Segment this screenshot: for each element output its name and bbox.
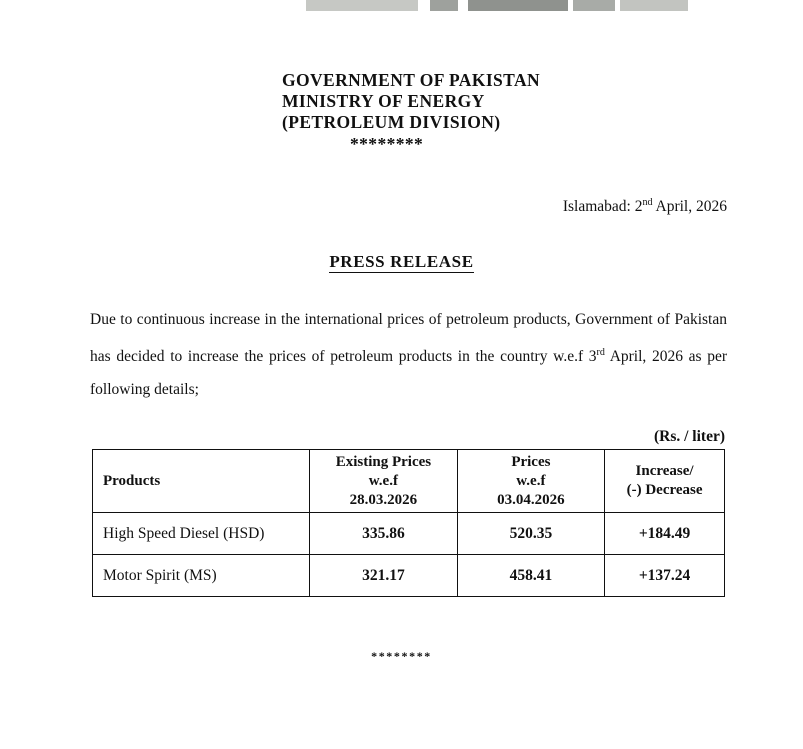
body-paragraph-ordinal: rd [596, 347, 605, 359]
price-table-wrapper [0, 449, 803, 597]
body-paragraph [0, 303, 803, 406]
dateline-prefix: Islamabad: 2 [562, 198, 643, 216]
column-header-existing-line1: Existing Prices [335, 453, 432, 470]
price-table [92, 449, 725, 597]
footer-star-divider: ******** [371, 649, 432, 664]
cell-new-price: 458.41 [457, 555, 605, 597]
dateline [0, 197, 803, 216]
letterhead-line-ministry: MINISTRY OF ENERGY [282, 91, 485, 111]
column-header-existing-line2: w.e.f [368, 472, 398, 489]
cell-change: +137.24 [605, 555, 725, 597]
cell-product-name: Motor Spirit (MS) [93, 555, 310, 597]
body-paragraph-part1: Due to continuous increase in the international prices of petroleum products, Government of Pakistan has decided to increase the prices of petroleum products in the country w.e.f 3 [90, 311, 727, 366]
dateline-suffix: April, 2026 [652, 198, 727, 216]
column-header-new-line3: 03.04.2026 [497, 491, 565, 508]
column-header-products: Products [93, 450, 310, 513]
letterhead-line-division: (PETROLEUM DIVISION) [282, 112, 501, 132]
table-row [93, 555, 725, 597]
cell-existing-price: 335.86 [310, 513, 458, 555]
column-header-existing-prices [310, 450, 458, 513]
column-header-existing-line3: 28.03.2026 [349, 491, 418, 508]
cell-new-price: 520.35 [457, 513, 605, 555]
letterhead-star-divider: ******** [350, 134, 424, 154]
column-header-change-line2: (-) Decrease [626, 482, 703, 499]
column-header-new-line1: Prices [511, 453, 551, 470]
cell-product-name: High Speed Diesel (HSD) [93, 513, 310, 555]
letterhead-line-government: GOVERNMENT OF PAKISTAN [282, 70, 541, 90]
cell-change: +184.49 [605, 513, 725, 555]
column-header-new-prices [457, 450, 605, 513]
table-row [93, 513, 725, 555]
column-header-new-line2: w.e.f [516, 472, 546, 489]
cell-existing-price: 321.17 [310, 555, 458, 597]
column-header-change-line1: Increase/ [635, 463, 694, 480]
page-title-text: PRESS RELEASE [329, 252, 474, 272]
page-title [0, 252, 803, 272]
dateline-ordinal: nd [642, 197, 653, 208]
letterhead [0, 70, 803, 155]
table-header-row [93, 450, 725, 513]
body-paragraph-part2: April, 2026 as per following details; [90, 348, 727, 399]
column-header-change [605, 450, 725, 513]
units-note: (Rs. / liter) [653, 428, 725, 446]
